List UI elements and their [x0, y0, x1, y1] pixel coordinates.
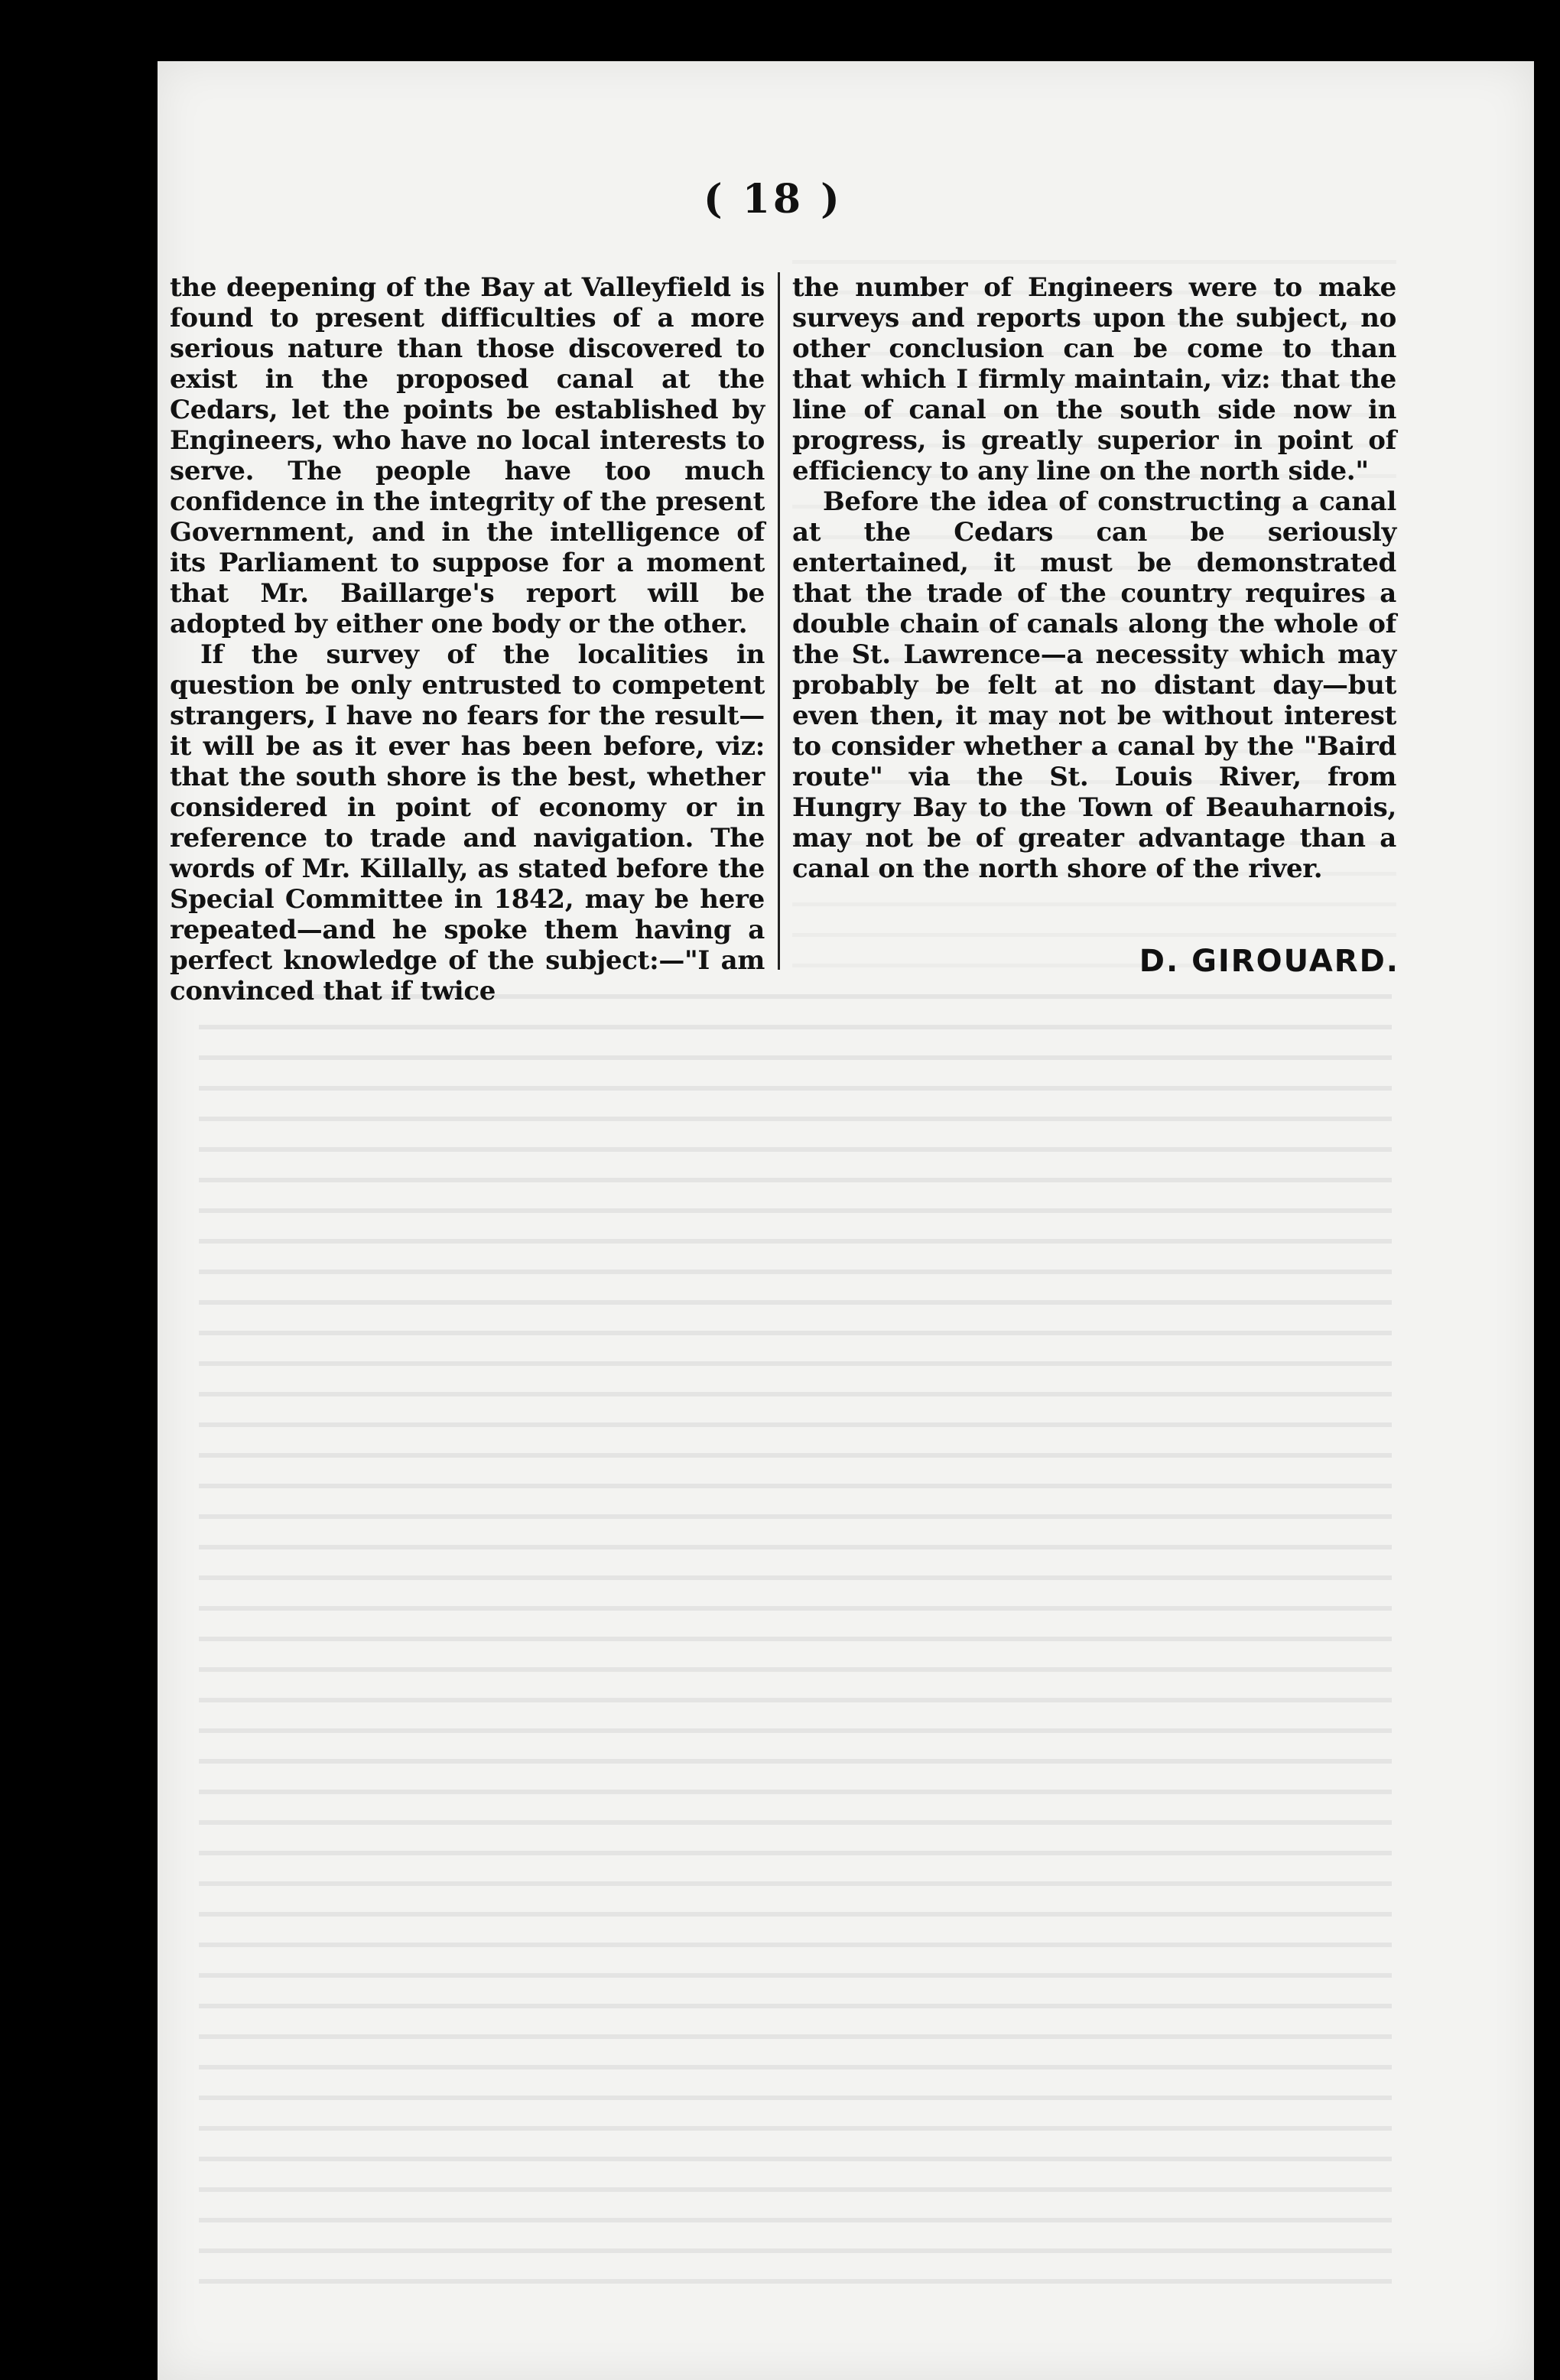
column-divider [778, 272, 780, 970]
author-signature: D. GIROUARD. [1139, 944, 1399, 979]
left-paragraph-1: the deepening of the Bay at Valleyfield is found to present difficulties of a more serious nature than those discovered to exist in the proposed canal at the Cedars, let the points be established by Engineers, who have no local interests to serve. The people have too much confidence in the integrity of the present Government, and in the intelligence of its Parliament to suppose for a moment that Mr. Baillarge's report will be adopted by either one body or the other. [170, 272, 765, 639]
left-column [170, 272, 765, 1006]
right-paragraph-2: Before the idea of constructing a canal at the Cedars can be seriously entertained, it must be demonstrated that the trade of the country requires a double chain of canals along the whole of the St. Lawrence—a necessity which may probably be felt at no distant day—but even then, it may not be without interest to consider whether a canal by the "Baird route" via the St. Louis River, from Hungry Bay to the Town of Beauharnois, may not be of greater advantage than a canal on the north shore of the river. [792, 486, 1396, 884]
page-number: ( 18 ) [704, 176, 843, 223]
right-paragraph-1: the number of Engineers were to make surveys and reports upon the subject, no other conclusion can be come to than that which I firmly maintain, viz: that the line of canal on the south side now in progress, is greatly superior in point of efficiency to any line on the north side." [792, 272, 1396, 486]
right-column [792, 272, 1396, 884]
left-paragraph-2: If the survey of the localities in question be only entrusted to competent strangers, I have no fears for the result—it will be as it ever has been before, viz: that the south shore is the best, whether considered in point of economy or in reference to trade and navigation. The words of Mr. Killally, as stated before the Special Committee in 1842, may be here repeated—and he spoke them having a perfect knowledge of the subject:—"I am convinced that if twice [170, 639, 765, 1006]
